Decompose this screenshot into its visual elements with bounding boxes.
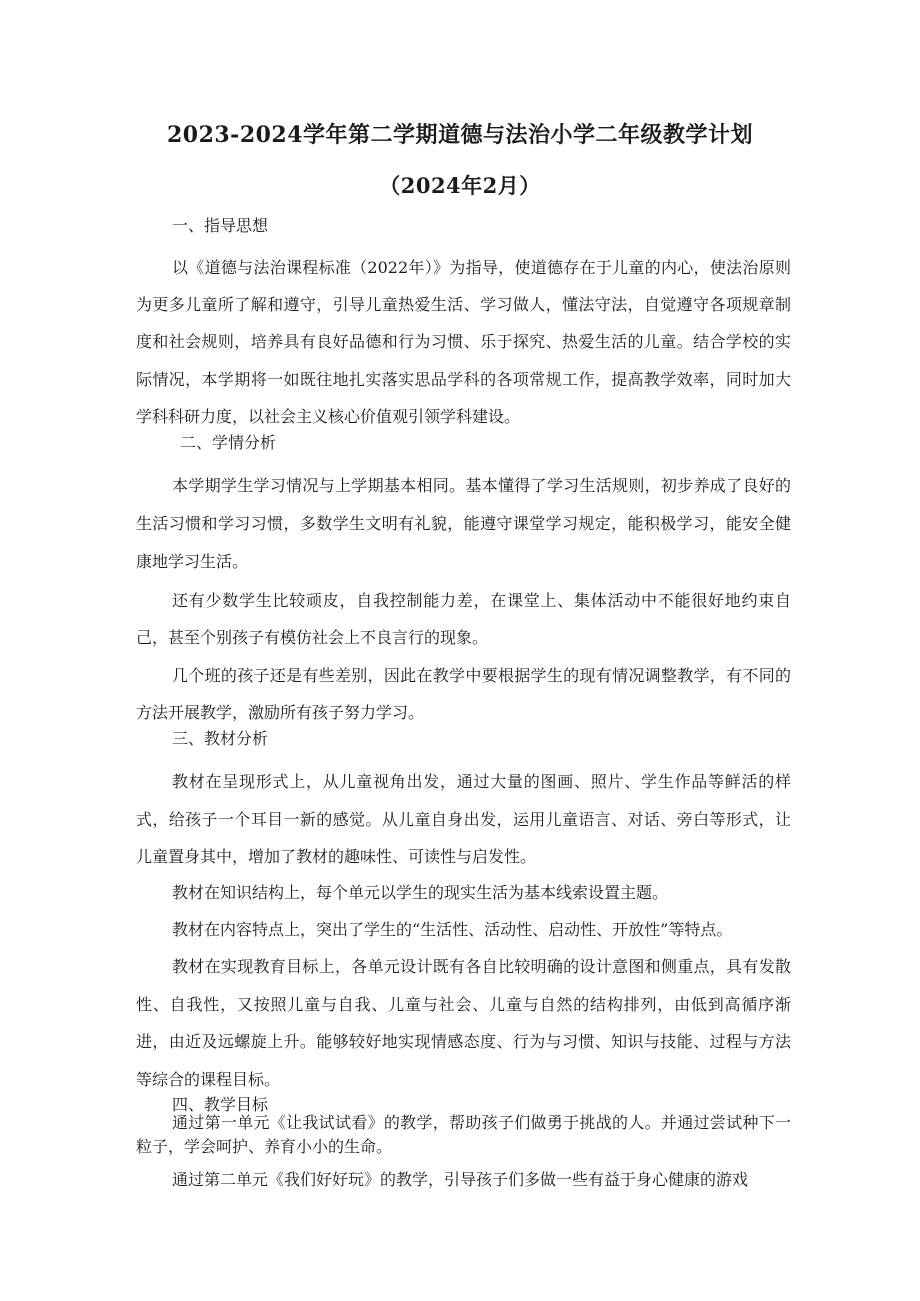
section-heading-student-analysis: 二、学情分析	[180, 433, 277, 452]
paragraph: 还有少数学生比较顽皮，自我控制能力差，在课堂上、集体活动中不能很好地约束自己，甚至个别孩子有模仿社会上不良言行的现象。	[136, 591, 791, 647]
paragraph: 本学期学生学习情况与上学期基本相同。基本懂得了学习生活规则，初步养成了良好的生活习惯和学习习惯，多数学生文明有礼貌，能遵守课堂学习规定，能积极学习，能安全健康地学习生活。	[136, 476, 791, 571]
paragraph: 通过第一单元《让我试试看》的教学，帮助孩子们做勇于挑战的人。并通过尝试种下一粒子，学会呵护、养育小小的生命。	[136, 1113, 791, 1156]
paragraph: 教材在知识结构上，每个单元以学生的现实生活为基本线索设置主题。	[172, 883, 669, 902]
paragraph: 教材在实现教育目标上，各单元设计既有各自比较明确的设计意图和侧重点，具有发散性、自我性，又按照儿童与自我、儿童与社会、儿童与自然的结构排列，由低到高循序渐进，由近及远螺旋上升。能够较好地实现情感态度、行为与习惯、知识与技能、过程与方法等综合的课程目标。	[136, 957, 791, 1089]
paragraph: 教材在呈现形式上，从儿童视角出发，通过大量的图画、照片、学生作品等鲜活的样式，给孩子一个耳目一新的感觉。从儿童自身出发，运用儿童语言、对话、旁白等形式，让儿童置身其中，增加了教材的趣味性、可读性与启发性。	[136, 772, 791, 866]
paragraph: 通过第二单元《我们好好玩》的教学，引导孩子们多做一些有益于身心健康的游戏	[172, 1170, 749, 1189]
paragraph: 以《道德与法治课程标准（2022年）》为指导，使道德存在于儿童的内心，使法治原则为更多儿童所了解和遵守，引导儿童热爱生活、学习做人，懂法守法，自觉遵守各项规章制度和社会规则，培养具有良好品德和行为习惯、乐于探究、热爱生活的儿童。结合学校的实际情况，本学期将一如既往地扎实落实思品学科的各项常规工作，提高教学效率，同时加大学科科研力度，以社会主义核心价值观引领学科建设。	[136, 258, 791, 426]
paragraph: 教材在内容特点上，突出了学生的“生活性、活动性、启动性、开放性”等特点。	[172, 920, 733, 939]
section-heading-textbook-analysis: 三、教材分析	[172, 729, 269, 748]
document-date: （2024年2月）	[379, 173, 541, 198]
document-title: 2023-2024学年第二学期道德与法治小学二年级教学计划	[166, 122, 754, 148]
section-heading-teaching-objectives: 四、教学目标	[172, 1095, 269, 1114]
paragraph: 几个班的孩子还是有些差别，因此在教学中要根据学生的现有情况调整教学，有不同的方法开展教学，激励所有孩子努力学习。	[136, 666, 791, 722]
section-heading-guiding-ideology: 一、指导思想	[172, 216, 269, 235]
